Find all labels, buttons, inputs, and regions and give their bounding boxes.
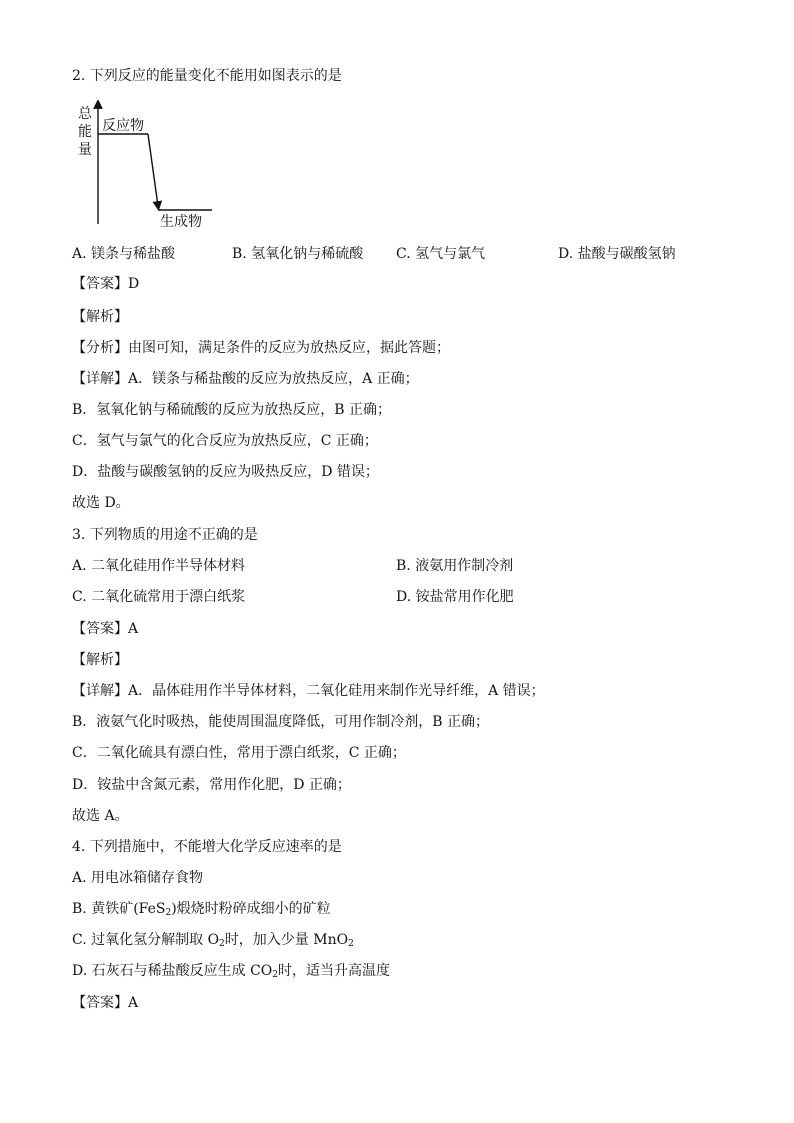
energy-diagram-graphic (72, 100, 242, 234)
q2-analysis-line: B．氢氧化钠与稀硫酸的反应为放热反应，B 正确； (72, 402, 392, 418)
ylabel-char-1: 总 (78, 106, 92, 122)
q2-option-d: D. 盐酸与碳酸氢钠 (558, 246, 676, 262)
q3-option-d: D. 铵盐常用作化肥 (396, 589, 514, 605)
q2-conclusion: 故选 D。 (72, 495, 130, 511)
q2-stem: 2. 下列反应的能量变化不能用如图表示的是 (72, 68, 342, 84)
q4-option-d: D. 石灰石与稀盐酸反应生成 $CO_2$时，适当升高温度 (72, 963, 390, 980)
q3-analysis-line: D．铵盐中含氮元素，常用作化肥，D 正确； (72, 777, 351, 793)
q4-option-a: A. 用电冰箱储存食物 (72, 870, 204, 886)
q3-analysis-line: B．液氨气化时吸热，能使周围温度降低，可用作制冷剂，B 正确； (72, 714, 490, 730)
q2-option-a: A. 镁条与稀盐酸 (72, 246, 176, 262)
q2-answer: 【答案】D (72, 276, 140, 292)
q3-answer: 【答案】A (72, 621, 139, 637)
ylabel-char-2: 能 (78, 124, 92, 140)
q4-option-c: C. 过氧化氢分解制取 $O_2$时，加入少量 MnO$_2$ (72, 932, 354, 949)
q2-option-c: C. 氢气与氯气 (396, 246, 486, 262)
q3-option-a: A. 二氧化硅用作半导体材料 (72, 558, 246, 574)
q3-conclusion: 故选 A。 (72, 808, 129, 824)
q3-option-c: C. 二氧化硫常用于漂白纸浆 (72, 589, 246, 605)
q2-option-b: B. 氢氧化钠与稀硫酸 (232, 246, 364, 262)
q2-analysis-line: C．氢气与氯气的化合反应为放热反应，C 正确； (72, 433, 378, 449)
q2-analysis-line: 【详解】A．镁条与稀盐酸的反应为放热反应，A 正确； (72, 371, 419, 387)
q2-analysis-line: D．盐酸与碳酸氢钠的反应为吸热反应，D 错误； (72, 464, 379, 480)
energy-drop-arrow (148, 134, 158, 206)
q4-option-b: B. 黄铁矿(FeS$_2$)煅烧时粉碎成细小的矿粒 (72, 901, 331, 918)
energy-diagram (72, 100, 242, 234)
q3-stem: 3. 下列物质的用途不正确的是 (72, 527, 258, 543)
q4-answer: 【答案】A (72, 995, 139, 1011)
q2-analysis-header: 【解析】 (72, 309, 128, 325)
reactant-label: 反应物 (102, 118, 144, 134)
q3-analysis-line: C．二氧化硫具有漂白性，常用于漂白纸浆，C 正确； (72, 745, 406, 761)
q4-stem: 4. 下列措施中，不能增大化学反应速率的是 (72, 839, 342, 855)
q2-analysis-line: 【分析】由图可知，满足条件的反应为放热反应，据此答题； (72, 340, 450, 356)
product-label: 生成物 (160, 214, 202, 230)
q3-analysis-header: 【解析】 (72, 652, 128, 668)
q3-analysis-line: 【详解】A．晶体硅用作半导体材料，二氧化硅用来制作光导纤维，A 错误； (72, 683, 545, 699)
q3-option-b: B. 液氨用作制冷剂 (396, 558, 514, 574)
ylabel-char-3: 量 (78, 142, 92, 158)
